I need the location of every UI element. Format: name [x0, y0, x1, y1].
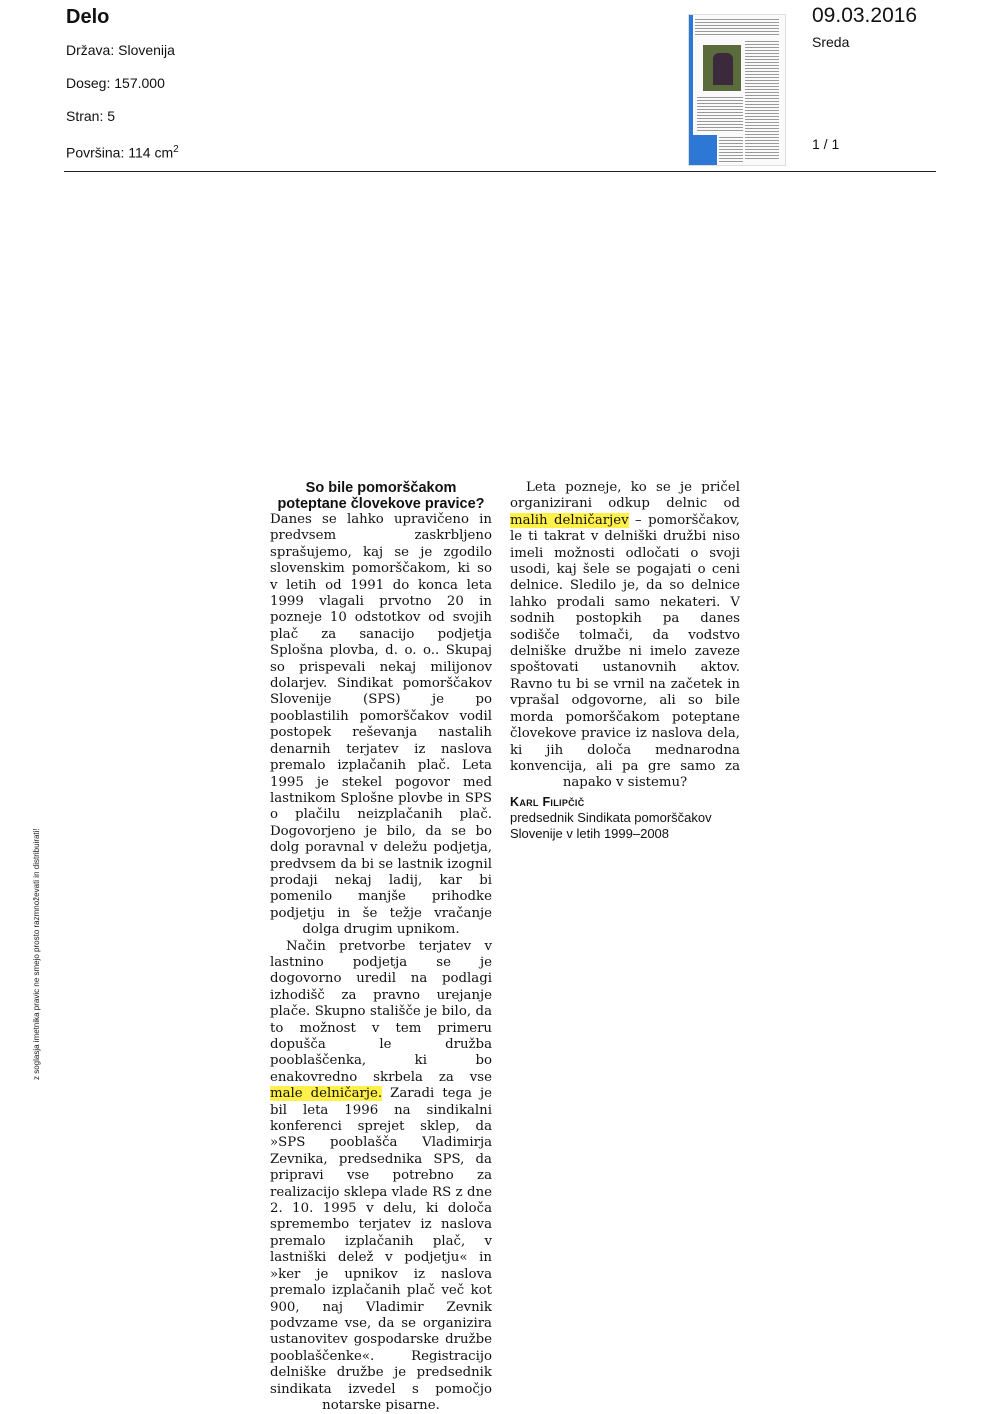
paragraph-2-text: Način pretvorbe terjatev v lastnino podjetja se je dogovorno uredil na podlagi izhodišč za pravno urejanje plače. Skupno stališče je bilo, da to možnost v tem primeru dopušča le družba pooblaščenka, ki bo enakovredno skrbela za vse — [270, 938, 492, 1085]
article-headline — [270, 480, 492, 512]
article-column-1 — [270, 480, 492, 1414]
author-role: predsednik Sindikata pomorščakov Slovenije v letih 1999–2008 — [510, 810, 712, 842]
paragraph-3-continuation: – pomorščakov, le ti takrat v delniški družbi niso imeli možnosti odločati o svoji usodi, kaj šele se pogajati o ceni delnice. Sledilo je, da so delnice lahko prodali samo nekateri. V sodnih postopkih pa danes sodišče tolmači, da vodstvo delniške družbe ni imelo zaveze spoštovati ustanovnih aktov. Ravno tu bi se vrnil na začetek in vprašal odgovorne, ali so bile morda pomorščakom poteptane človekove pravice iz naslova dela, ki jih določa mednarodna konvencija, ali pa gre samo za napako v sistemu? — [510, 512, 740, 791]
highlight-malih-delnicarjev: malih delničarjev — [510, 512, 629, 528]
header-divider — [64, 171, 936, 172]
thumbnail-blue-box — [689, 135, 717, 165]
headline-line-2: poteptane človekove pravice? — [277, 496, 485, 512]
article-column-2 — [510, 480, 740, 842]
area-label — [66, 144, 179, 161]
thumbnail-text-lines — [695, 19, 779, 37]
country-label: Država: Slovenija — [66, 42, 175, 58]
thumbnail-text-lines — [697, 97, 743, 133]
page-label: Stran: 5 — [66, 108, 116, 124]
article-author: Karl Filipčič — [510, 794, 585, 809]
thumbnail-text-lines — [745, 41, 779, 161]
article-paragraph-3 — [510, 480, 740, 792]
date: 09.03.2016 — [812, 4, 918, 27]
highlight-male-delnicarje: male delničarje. — [270, 1086, 383, 1102]
weekday: Sreda — [812, 34, 850, 50]
area-superscript: 2 — [173, 144, 179, 155]
headline-line-1: So bile pomorščakom — [305, 480, 457, 496]
article-paragraph-1: Danes se lahko upravičeno in predvsem zaskrbljeno sprašujemo, kaj se je zgodilo slovenskim pomorščakom, ki so v letih od 1991 do konca leta 1999 vlagali prvotno 20 in pozneje 10 odstotkov od svojih plač za sanacijo podjetja Splošna plovba, d. o. o.. Skupaj so prispevali nekaj milijonov dolarjev. Sindikat pomorščakov Slovenije (SPS) je po pooblastilih pomorščakov vodil postopek reševanja nastalih denarnih terjatev iz naslova premalo izplačanih plač. Leta 1995 je stekel pogovor med lastnikom Splošne plovbe in SPS o plačilu neizplačanih plač. Dogovorjeno je bilo, da se bo dolg poravnal v deležu podjetja, predvsem da bi se lastnik izognil prodaji nekaj ladij, kar bi pomenilo manjše prihodke podjetju in še težje vračanje dolga drugim upnikom. — [270, 512, 492, 938]
page-count: 1 / 1 — [812, 136, 840, 152]
area-text: Površina: 114 cm — [66, 144, 174, 161]
publication-title: Delo — [66, 6, 110, 28]
page-thumbnail[interactable] — [688, 14, 786, 166]
copyright-side-note: z soglasja imetnika pravic ne smejo prosto razmnoževati in distribuirati! — [32, 828, 41, 1080]
thumbnail-text-lines — [719, 137, 743, 163]
reach-label: Doseg: 157.000 — [66, 75, 165, 91]
paragraph-3-text: Leta pozneje, ko se je pričel organizirani odkup delnic od — [510, 480, 740, 512]
article-paragraph-2 — [270, 939, 492, 1414]
thumbnail-photo — [703, 45, 741, 91]
paragraph-2-continuation: Zaradi tega je bil leta 1996 na sindikalni konferenci sprejet sklep, da »SPS pooblašča Vladimirja Zevnika, predsednika SPS, da pripravi vse potrebno za realizacijo sklepa vlade RS z dne 2. 10. 1995 v delu, ki določa spremembo terjatev iz naslova premalo izplačanih plač, v lastniški delež v podjetju« in »ker je upnikov iz naslova premalo izplačanih plač več kot 900, naj Vladimir Zevnik podvzame vse, da se organizira ustanovitev gospodarske družbe pooblaščenke«. Registracijo delniške družbe je predsednik sindikata izvedel s pomočjo notarske pisarne. — [270, 1086, 492, 1413]
